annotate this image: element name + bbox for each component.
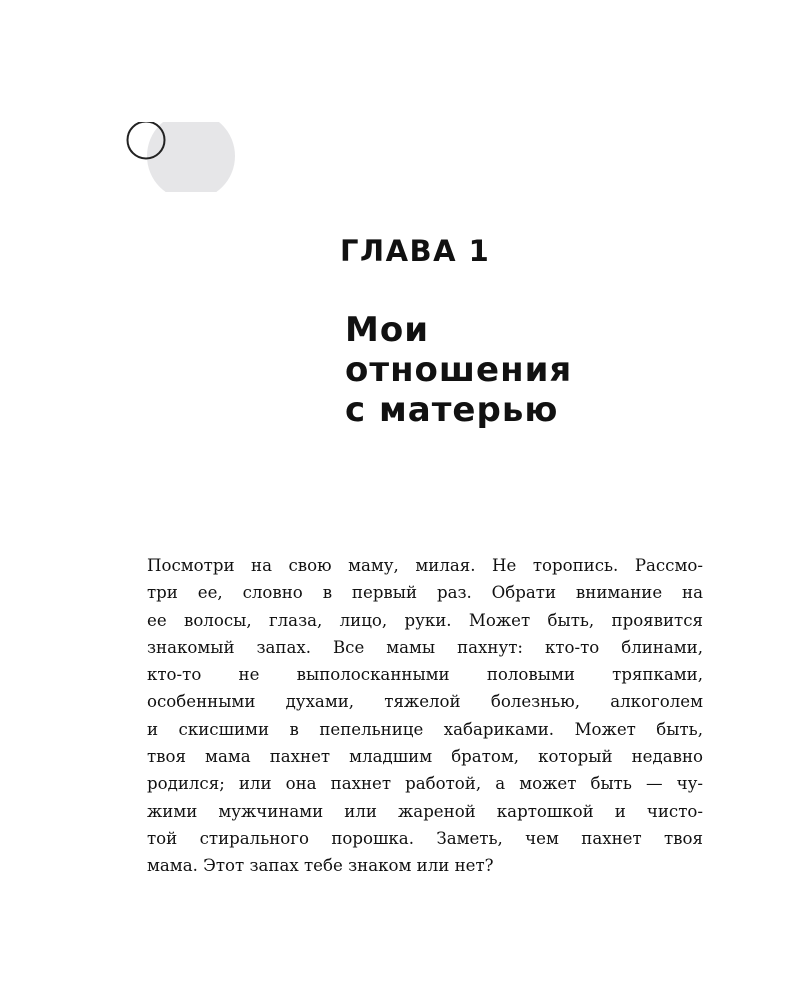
chapter-title-line: Мои bbox=[345, 310, 430, 350]
chapter-title-line: отношения bbox=[345, 350, 573, 390]
grey-filled-circle bbox=[147, 122, 235, 192]
text-line: родился; или она пахнет работой, а может быть — чу- bbox=[147, 774, 703, 794]
text-line: той стирального порошка. Заметь, чем пахнет твоя bbox=[147, 828, 703, 848]
chapter-title-line: с матерью bbox=[345, 390, 559, 430]
text-line: ее волосы, глаза, лицо, руки. Может быть, проявится bbox=[147, 610, 703, 630]
text-line: три ее, словно в первый раз. Обрати внимание на bbox=[147, 583, 703, 603]
decorative-circles-ornament bbox=[124, 122, 236, 192]
text-line: знакомый запах. Все мамы пахнут: кто-то блинами, bbox=[147, 637, 703, 657]
text-line: кто-то не выполосканными половыми тряпками, bbox=[147, 665, 703, 685]
text-line: и скисшими в пепельнице хабариками. Может быть, bbox=[147, 719, 703, 739]
text-line: твоя мама пахнет младшим братом, который недавно bbox=[147, 747, 703, 767]
chapter-title bbox=[345, 310, 645, 430]
chapter-label: ГЛАВА 1 bbox=[340, 234, 491, 268]
body-paragraph bbox=[147, 552, 703, 880]
text-line: жими мужчинами или жареной картошкой и чисто- bbox=[147, 801, 703, 821]
text-line: мама. Этот запах тебе знаком или нет? bbox=[147, 856, 494, 876]
text-line: особенными духами, тяжелой болезнью, алкоголем bbox=[147, 692, 703, 712]
text-line: Посмотри на свою маму, милая. Не торопись. Рассмо- bbox=[147, 556, 703, 575]
